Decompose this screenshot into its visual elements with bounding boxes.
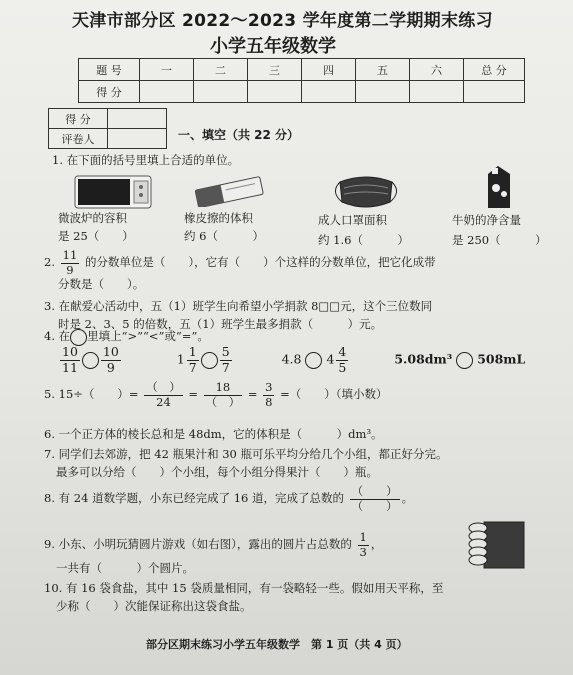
score-header-cell: 四 bbox=[302, 59, 356, 81]
q8-denominator: （ ） bbox=[351, 498, 398, 513]
q2-fraction-denominator: 9 bbox=[66, 262, 74, 277]
q5-equals: = bbox=[247, 387, 258, 401]
q5-f3-numerator: 3 bbox=[265, 380, 273, 394]
q4-c-denominator: 7 bbox=[188, 359, 197, 375]
score-header-cell: 总 分 bbox=[464, 59, 525, 81]
eraser-icon bbox=[190, 175, 270, 207]
q4-fraction bbox=[220, 346, 232, 374]
q4-d-denominator: 7 bbox=[221, 359, 230, 375]
q4-a-numerator: 10 bbox=[62, 344, 78, 359]
score-cell[interactable] bbox=[248, 81, 302, 103]
q4-b-denominator: 9 bbox=[106, 359, 115, 375]
coin-stack-figure bbox=[466, 520, 528, 572]
q4-fraction bbox=[336, 346, 348, 374]
q5-f3-denominator: 8 bbox=[265, 394, 273, 409]
q1-milk-blank: 是 250（ ） bbox=[452, 233, 547, 247]
q5-f1-denominator: 24 bbox=[156, 394, 171, 409]
compare-circle[interactable] bbox=[82, 352, 99, 369]
question-9-line2: 一共有（ ）个圆片。 bbox=[56, 561, 194, 575]
question-10: 10. 有 16 袋食盐，其中 15 袋质量相同，有一袋略轻一些。假如用天平称，至 bbox=[44, 581, 444, 595]
q4-items bbox=[58, 346, 525, 374]
score-header-cell: 五 bbox=[356, 59, 410, 81]
q4-e-denominator: 5 bbox=[338, 359, 347, 375]
q2-fraction-numerator: 11 bbox=[62, 248, 78, 262]
question-8 bbox=[44, 486, 413, 512]
compare-circle[interactable] bbox=[456, 352, 473, 369]
score-row-label: 得 分 bbox=[79, 81, 140, 103]
q4-c-whole: 1 bbox=[176, 351, 185, 367]
q1-microwave-label: 微波炉的容积 bbox=[58, 211, 127, 225]
exam-title: 天津市部分区 2022～2023 学年度第二学期期末练习 bbox=[72, 11, 493, 31]
score-header-row bbox=[79, 59, 525, 81]
compare-circle[interactable] bbox=[201, 352, 218, 369]
milk-carton-icon bbox=[478, 164, 520, 210]
q1-mask-blank: 约 1.6（ ） bbox=[318, 233, 409, 247]
score-header-cell: 六 bbox=[410, 59, 464, 81]
grader-table bbox=[48, 108, 167, 149]
question-3: 3. 在献爱心活动中，五（1）班学生向希望小学捐款 8□□元，这个三位数同 bbox=[44, 299, 433, 313]
q1-eraser-blank: 约 6（ ） bbox=[184, 229, 264, 243]
q4-fraction bbox=[101, 346, 121, 374]
question-4 bbox=[44, 328, 209, 346]
q4-f-left: 5.08dm³ bbox=[394, 351, 453, 367]
section-heading: 一、填空（共 22 分） bbox=[178, 128, 300, 142]
score-table bbox=[78, 58, 525, 103]
q4-c-numerator: 1 bbox=[188, 344, 197, 359]
question-9 bbox=[44, 532, 382, 558]
q8-text: 8. 有 24 道数学题，小东已经完成了 16 道，完成了总数的 bbox=[44, 491, 345, 505]
q4-d-numerator: 5 bbox=[221, 344, 230, 359]
question-7-line2: 最多可以分给（ ）个小组，每个小组分得果汁（ ）瓶。 bbox=[56, 465, 378, 479]
q4-e-numerator: 4 bbox=[338, 344, 347, 359]
grader-score-cell[interactable] bbox=[108, 109, 167, 129]
q4-instruction: 里填上“>”“<”或“=”。 bbox=[87, 329, 209, 343]
q4-fraction bbox=[187, 346, 199, 374]
exam-subtitle: 小学五年级数学 bbox=[210, 36, 336, 57]
q4-e-left: 4.8 bbox=[281, 351, 302, 367]
q4-e-whole: 4 bbox=[326, 351, 335, 367]
score-cell[interactable] bbox=[302, 81, 356, 103]
q5-fraction bbox=[204, 382, 243, 408]
question-1: 1. 在下面的括号里填上合适的单位。 bbox=[52, 153, 240, 167]
q4-fraction bbox=[60, 346, 80, 374]
face-mask-icon bbox=[330, 172, 402, 210]
q9-denominator: 3 bbox=[359, 544, 367, 559]
q9-end: ， bbox=[370, 537, 383, 551]
q4-lead: 4. 在 bbox=[44, 329, 71, 343]
compare-circle[interactable] bbox=[305, 352, 322, 369]
microwave-icon bbox=[74, 175, 152, 209]
score-cell[interactable] bbox=[464, 81, 525, 103]
page-footer: 部分区期末练习小学五年级数学 第 1 页（共 4 页） bbox=[146, 638, 408, 651]
q1-mask-label: 成人口罩面积 bbox=[318, 213, 387, 227]
q1-eraser-label: 橡皮擦的体积 bbox=[184, 211, 253, 225]
question-7: 7. 同学们去郊游，把 42 瓶果汁和 30 瓶可乐平均分给几个小组，都正好分完。 bbox=[44, 447, 448, 461]
question-10-line2: 少称（ ）次能保证称出这袋食盐。 bbox=[56, 599, 252, 613]
q5-f1-numerator: （ ） bbox=[146, 380, 181, 394]
question-2-line2: 分数是（ ）。 bbox=[58, 277, 145, 291]
q2-number: 2. bbox=[44, 255, 55, 269]
q5-tail: =（ ）（填小数） bbox=[280, 387, 388, 401]
q9-numerator: 1 bbox=[359, 530, 367, 544]
score-row bbox=[79, 81, 525, 103]
q5-equals: = bbox=[188, 387, 198, 401]
q8-fraction bbox=[350, 486, 400, 512]
score-header-cell: 一 bbox=[140, 59, 194, 81]
q4-b-numerator: 10 bbox=[102, 344, 119, 359]
question-5 bbox=[44, 382, 387, 408]
q9-fraction bbox=[358, 532, 369, 558]
q1-microwave-blank: 是 25（ ） bbox=[58, 229, 134, 243]
grader-name-cell[interactable] bbox=[108, 129, 167, 149]
q5-f2-denominator: （ ） bbox=[205, 394, 241, 409]
q5-lead: 5. 15÷（ ）= bbox=[44, 387, 139, 401]
q5-f2-numerator: 18 bbox=[204, 382, 243, 396]
q8-end: 。 bbox=[401, 491, 414, 505]
question-2 bbox=[44, 250, 436, 276]
score-cell[interactable] bbox=[194, 81, 248, 103]
grader-name-label: 评卷人 bbox=[49, 129, 108, 149]
score-cell[interactable] bbox=[410, 81, 464, 103]
score-cell[interactable] bbox=[356, 81, 410, 103]
q5-fraction bbox=[263, 382, 274, 408]
score-cell[interactable] bbox=[140, 81, 194, 103]
q8-numerator: （ ） bbox=[351, 484, 398, 498]
q2-text: 的分数单位是（ ），它有（ ）个这样的分数单位，把它化成带 bbox=[84, 255, 436, 269]
q4-a-denominator: 11 bbox=[62, 359, 78, 375]
score-header-cell: 二 bbox=[194, 59, 248, 81]
grader-score-label: 得 分 bbox=[49, 109, 108, 129]
q9-text: 9. 小东、小明玩猜圆片游戏（如右图），露出的圆片占总数的 bbox=[44, 537, 352, 551]
q5-fraction bbox=[144, 382, 183, 408]
score-header-cell: 题 号 bbox=[79, 59, 140, 81]
question-3-line2: 时是 2、3、5 的倍数，五（1）班学生最多捐款（ ）元。 bbox=[58, 317, 383, 331]
compare-circle[interactable] bbox=[70, 329, 87, 346]
score-header-cell: 三 bbox=[248, 59, 302, 81]
q2-fraction bbox=[61, 250, 80, 276]
q1-milk-label: 牛奶的净含量 bbox=[452, 213, 521, 227]
q4-f-right: 508mL bbox=[477, 351, 526, 367]
question-6: 6. 一个正方体的棱长总和是 48dm，它的体积是（ ）dm³。 bbox=[44, 427, 383, 441]
